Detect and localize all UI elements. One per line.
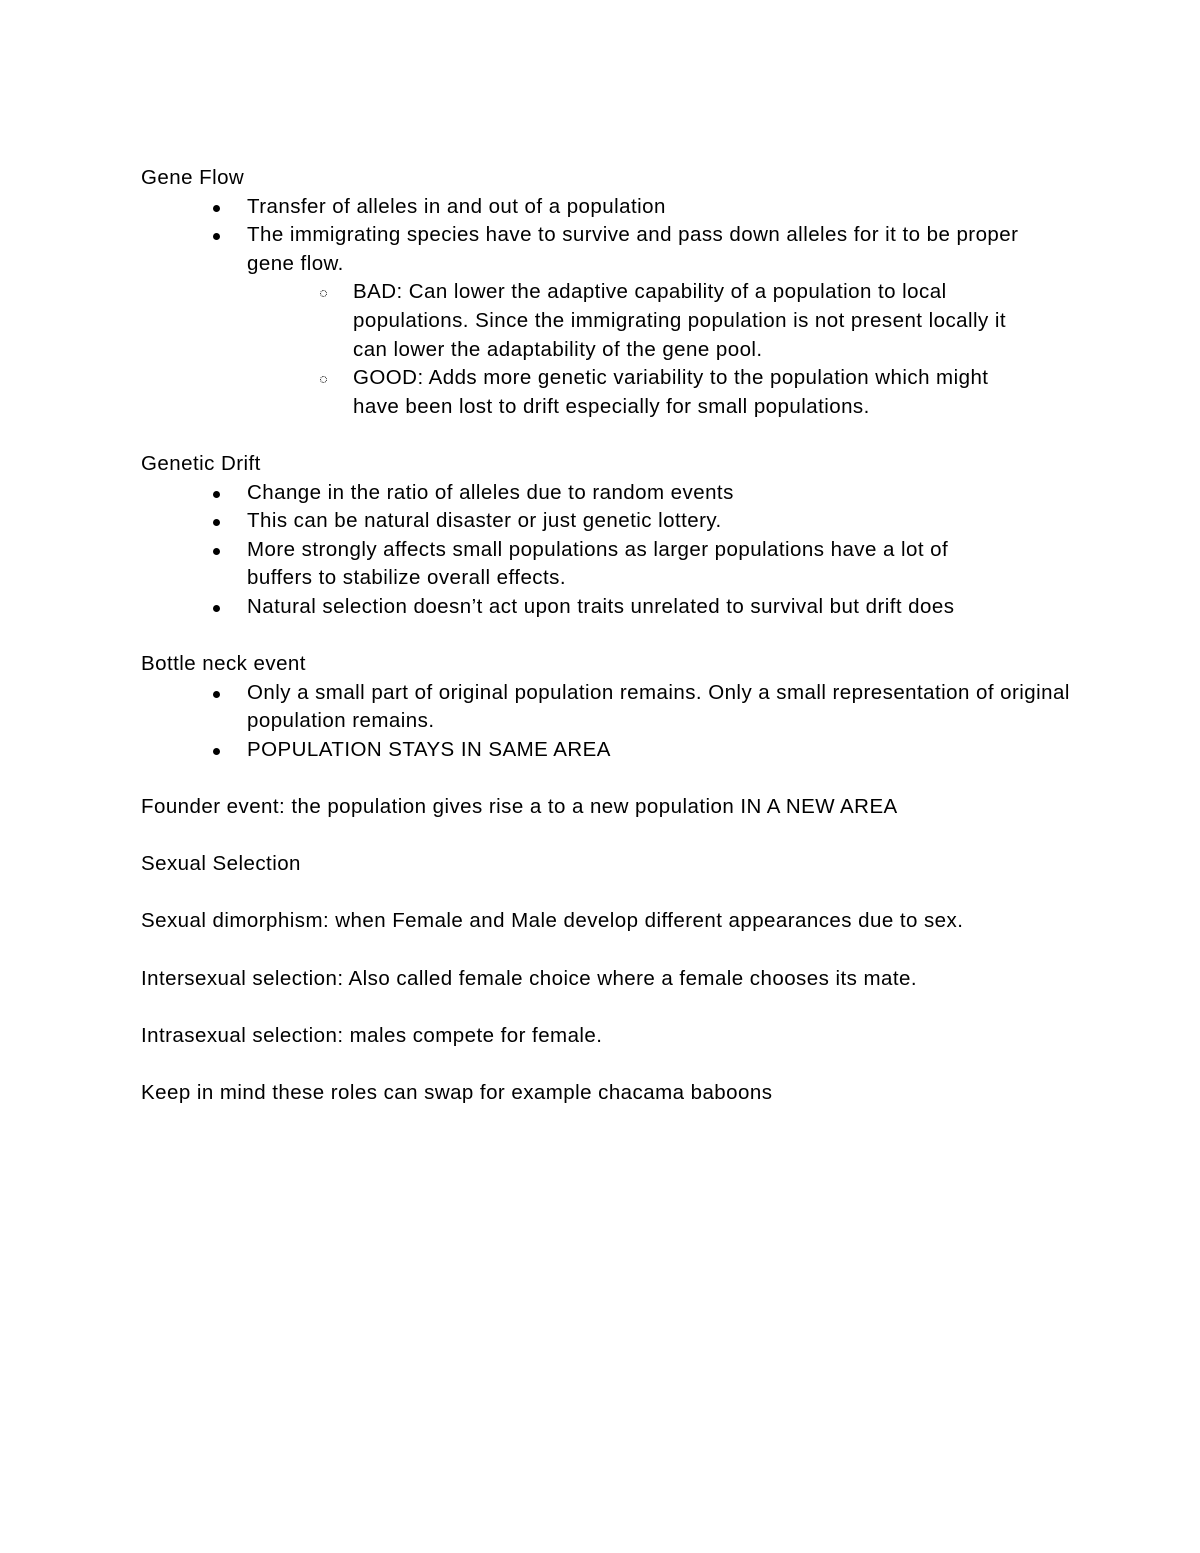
bullet-text: More strongly affects small populations as larger populations have a lot of buffers to stabilize overall effects.: [247, 537, 949, 590]
gene-flow-heading: Gene Flow: [141, 166, 245, 189]
list-item: [141, 736, 1081, 765]
sub-bullet-text: GOOD: Adds more genetic variability to the population which might have been lost to drift especially for small populations.: [353, 366, 989, 418]
bullet-text: POPULATION STAYS IN SAME AREA: [247, 737, 611, 761]
list-item: [141, 593, 1081, 622]
spacer: [141, 421, 1081, 450]
spacer: [141, 936, 1081, 965]
spacer: [141, 879, 1081, 908]
sub-bullet-icon: [320, 290, 327, 297]
spacer: [141, 822, 1081, 851]
gene-flow-list: [141, 193, 1081, 422]
bullet-text: Change in the ratio of alleles due to random events: [247, 480, 734, 504]
intrasexual-selection-text: Intrasexual selection: males compete for female.: [141, 1023, 603, 1047]
bottleneck-list: [141, 679, 1081, 765]
sub-bullet-icon: [320, 376, 327, 383]
gene-flow-sub-list: [247, 278, 1051, 421]
document-page: [141, 164, 1081, 1108]
spacer: [141, 622, 1081, 651]
spacer: [141, 1050, 1081, 1079]
bullet-icon: [213, 748, 220, 755]
list-item: [141, 193, 1081, 222]
list-item: [141, 536, 1081, 593]
bullet-icon: [213, 605, 220, 612]
bullet-icon: [213, 491, 220, 498]
spacer: [141, 764, 1081, 793]
sub-list-item: [141, 364, 1051, 421]
genetic-drift-heading: Genetic Drift: [141, 451, 261, 475]
bullet-icon: [213, 691, 220, 698]
bullet-icon: [213, 233, 220, 240]
sexual-dimorphism-text: Sexual dimorphism: when Female and Male develop different appearances due to sex.: [141, 909, 964, 933]
genetic-drift-list: [141, 479, 1081, 622]
bullet-text: Natural selection doesn’t act upon traits unrelated to survival but drift does: [247, 594, 955, 618]
bullet-text: Transfer of alleles in and out of a population: [247, 194, 666, 218]
list-item: [141, 221, 1081, 421]
list-item: [141, 507, 1081, 536]
intersexual-selection-text: Intersexual selection: Also called female choice where a female chooses its mate.: [141, 966, 917, 990]
bullet-text: Only a small part of original population remains. Only a small representation of original population remains.: [247, 680, 1070, 733]
list-item: [141, 479, 1081, 508]
sub-bullet-text: BAD: Can lower the adaptive capability of a population to local populations. Since the immigrating population is not present locally it can lower the adaptability of the gene pool.: [353, 280, 1006, 361]
list-item: [141, 679, 1081, 736]
bullet-icon: [213, 548, 220, 555]
spacer: [141, 993, 1081, 1022]
bullet-icon: [213, 205, 220, 212]
sub-list-item: [141, 278, 1051, 364]
bullet-icon: [213, 519, 220, 526]
founder-event-text: Founder event: the population gives rise a to a new population IN A NEW AREA: [141, 795, 898, 819]
bullet-text: This can be natural disaster or just genetic lottery.: [247, 509, 722, 533]
sexual-selection-heading: Sexual Selection: [141, 852, 301, 876]
bottleneck-heading: Bottle neck event: [141, 652, 306, 676]
keep-in-mind-text: Keep in mind these roles can swap for example chacama baboons: [141, 1081, 773, 1104]
bullet-text: The immigrating species have to survive and pass down alleles for it to be proper gene flow.: [247, 223, 1019, 275]
